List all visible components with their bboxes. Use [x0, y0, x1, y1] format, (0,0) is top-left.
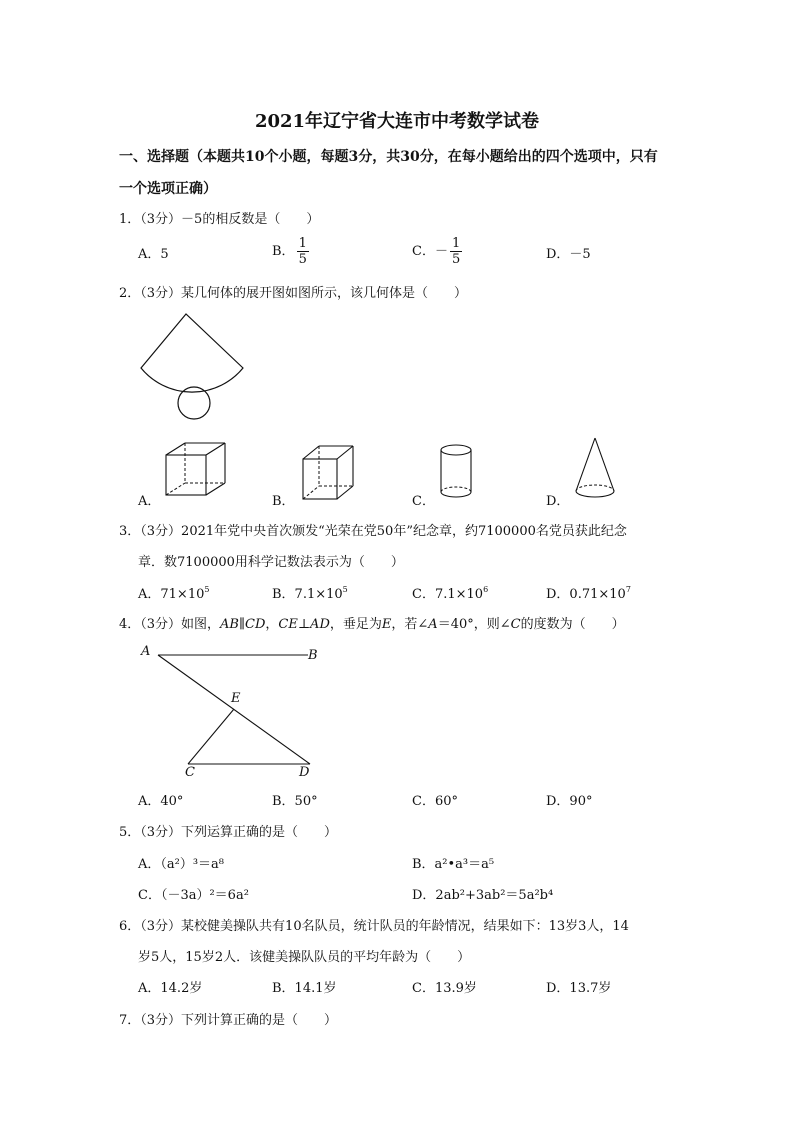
- q1-option-a: A．5: [138, 247, 169, 262]
- point-label-a: A: [141, 644, 151, 659]
- q4-option-d: D．90°: [546, 794, 593, 809]
- q2-option-d: D．: [546, 494, 570, 509]
- q4-option-b: B．50°: [272, 794, 318, 809]
- q2-option-a: A．: [138, 494, 161, 509]
- q3-option-c: [412, 583, 488, 602]
- fraction-numerator: 1: [451, 236, 461, 251]
- q3-option-a-exponent: 5: [204, 585, 210, 594]
- q3-option-b-base: B．7.1×10: [272, 587, 343, 602]
- section-heading-line2: 一个选项正确）: [119, 181, 217, 197]
- q4-stem-math: A: [428, 617, 438, 632]
- q1-option-b-prefix: B．: [272, 244, 295, 259]
- question-2-stem: 2．（3分）某几何体的展开图如图所示，该几何体是（ ）: [119, 286, 468, 301]
- question-6-stem-line2: 岁5人，15岁2人．该健美操队队员的平均年龄为（ ）: [138, 950, 471, 965]
- q4-stem-part: ，若∠: [391, 617, 429, 632]
- q4-option-a: A．40°: [138, 794, 184, 809]
- line-ce: [188, 709, 234, 764]
- q4-stem-part: ，垂足为: [329, 617, 382, 632]
- point-label-d: D: [299, 765, 310, 780]
- q2-option-d-cone: [572, 436, 622, 502]
- q6-option-b: B．14.1岁: [272, 981, 337, 996]
- q3-option-d-base: D．0.71×10: [546, 587, 626, 602]
- q1-option-c-fraction: [450, 236, 462, 267]
- q3-option-d: [546, 583, 631, 602]
- q4-stem-math: AB∥CD: [220, 617, 266, 632]
- q1-option-c-prefix: C．－: [412, 244, 448, 259]
- q4-stem-part: 的度数为（ ）: [520, 617, 625, 632]
- q4-geometry-figure: [138, 640, 338, 780]
- q4-option-c: C．60°: [412, 794, 458, 809]
- q2-option-a-cube: [160, 440, 235, 500]
- q6-option-d: D．13.7岁: [546, 981, 612, 996]
- point-label-c: C: [185, 765, 195, 780]
- fraction-numerator: 1: [298, 236, 307, 251]
- q2-option-b-prism: [297, 444, 372, 504]
- q3-option-c-exponent: 6: [483, 585, 489, 594]
- fraction-denominator: 5: [451, 252, 461, 267]
- q3-option-c-base: C．7.1×10: [412, 587, 484, 602]
- net-sector: [141, 314, 243, 392]
- q6-option-a: A．14.2岁: [138, 981, 203, 996]
- q5-option-a: A．（a²）³＝a⁸: [138, 857, 225, 872]
- fraction-denominator: 5: [298, 252, 307, 267]
- section-heading-line1: 一、选择题（本题共10个小题，每题3分，共30分，在每小题给出的四个选项中，只有: [119, 149, 658, 165]
- q2-option-c: C．: [412, 494, 435, 509]
- question-7-stem: 7．（3分）下列计算正确的是（ ）: [119, 1013, 338, 1028]
- question-4-stem: [119, 613, 625, 632]
- q4-stem-math: E: [381, 617, 392, 632]
- q5-option-c: C．（－3a）²＝6a²: [138, 888, 249, 903]
- q4-stem-part: ，: [265, 617, 279, 632]
- q5-option-b: B．a²•a³＝a⁵: [412, 857, 495, 872]
- q4-stem-math: CE⊥AD: [278, 617, 330, 632]
- q3-option-b-exponent: 5: [342, 585, 348, 594]
- q1-option-b-fraction: [297, 236, 309, 267]
- question-1-stem: 1．（3分）－5的相反数是（ ）: [119, 212, 320, 227]
- q1-option-b: [272, 236, 309, 267]
- question-3-stem-line2: 章．数7100000用科学记数法表示为（ ）: [138, 555, 404, 570]
- question-3-stem-line1: 3．（3分）2021年党中央首次颁发“光荣在党50年”纪念章，约7100000名党员获此纪念: [119, 524, 627, 539]
- q3-option-b: [272, 583, 348, 602]
- q2-option-c-cylinder: [438, 440, 478, 502]
- q6-option-c: C．13.9岁: [412, 981, 477, 996]
- q3-option-d-exponent: 7: [625, 585, 631, 594]
- question-5-stem: 5．（3分）下列运算正确的是（ ）: [119, 825, 338, 840]
- point-label-e: E: [231, 691, 241, 706]
- page-title: 2021年辽宁省大连市中考数学试卷: [254, 111, 540, 132]
- question-6-stem-line1: 6．（3分）某校健美操队共有10名队员，统计队员的年龄情况，结果如下：13岁3人，14: [119, 919, 629, 934]
- q2-option-b: B．: [272, 494, 295, 509]
- q3-option-a: [138, 583, 209, 602]
- q2-net-figure: [135, 310, 255, 425]
- q1-option-c: [412, 236, 462, 267]
- q1-option-d: D．－5: [546, 247, 591, 262]
- point-label-b: B: [308, 648, 318, 663]
- q3-option-a-base: A．71×10: [138, 587, 205, 602]
- q5-option-d: D．2ab²+3ab²＝5a²b⁴: [412, 888, 554, 903]
- q4-stem-part: ＝40°，则∠: [437, 617, 511, 632]
- q4-stem-math: C: [510, 617, 521, 632]
- q4-stem-part: 4．（3分）如图，: [119, 617, 221, 632]
